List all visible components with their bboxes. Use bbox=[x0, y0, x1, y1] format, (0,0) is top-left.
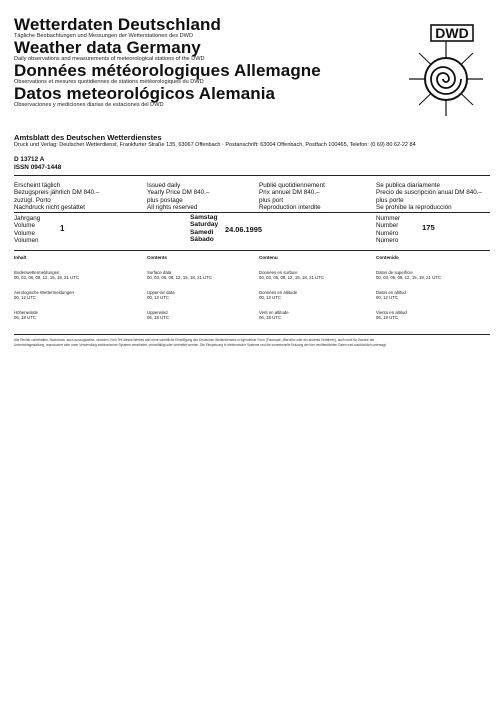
contents-item-times: 00, 12 UTC bbox=[259, 295, 281, 301]
contents-item-times: 00, 03, 06, 09, 12, 15, 18, 21 UTC bbox=[376, 275, 441, 281]
contents-item-times: 06, 18 UTC bbox=[259, 315, 281, 321]
contents-item bbox=[147, 310, 169, 320]
contents-item bbox=[14, 290, 74, 300]
contents-item-title: Upper-air data bbox=[147, 290, 175, 295]
number-label: Número bbox=[376, 237, 399, 245]
contents-item bbox=[147, 270, 212, 280]
title-en: Weather data Germany bbox=[14, 38, 201, 57]
contents-item-title: Datos en altitud bbox=[376, 290, 406, 295]
number-label: Number bbox=[376, 222, 399, 230]
pubinfo-col-es bbox=[376, 182, 482, 212]
contents-item bbox=[147, 290, 174, 300]
volume-labels bbox=[14, 215, 40, 245]
title-de: Wetterdaten Deutschland bbox=[14, 15, 221, 34]
contents-item bbox=[376, 310, 407, 320]
volume-value: 1 bbox=[60, 224, 65, 233]
weekday: Samstag bbox=[190, 214, 218, 221]
contents-item-title: Surface data bbox=[147, 270, 172, 275]
legal-line: Alle Rechte vorbehalten. Nachdruck, auch auszugsweise, verboten. Kein Teil dieses Werkes darf ohne schriftliche Einwilligung des Deutschen Wetterdienstes in irgendeiner Form (Fotokopie, Mikrofilm oder ein anderes Verfahren), auch nicht für Zwecke der bbox=[14, 338, 375, 342]
legal-notice bbox=[14, 338, 490, 347]
weekday: Saturday bbox=[190, 221, 219, 229]
title-fr: Données météorologiques Allemagne bbox=[14, 61, 321, 80]
contents-item-title: Données en altitude bbox=[259, 290, 298, 295]
pubinfo-line: Nachdruck nicht gestattet bbox=[14, 204, 86, 212]
subtitle-de: Tägliche Beobachtungen und Messungen der Wetterstationen des DWD bbox=[14, 33, 194, 39]
pubinfo-line: Erscheint täglich bbox=[14, 182, 61, 189]
contents-item bbox=[14, 270, 79, 280]
contents-item-title: Vent en altitude bbox=[259, 310, 289, 315]
number-label: Nummer bbox=[376, 215, 401, 222]
divider-bottom bbox=[14, 334, 490, 335]
title-es: Datos meteorológicos Alemania bbox=[14, 84, 276, 103]
contents-item bbox=[259, 270, 324, 280]
pubinfo-line: plus porte bbox=[376, 196, 404, 204]
contents-header-en: Contents bbox=[147, 255, 167, 260]
contents-item-title: Aerologische Wettermeldungen bbox=[14, 290, 74, 295]
divider-contents bbox=[14, 250, 490, 251]
legal-line: Unterrichtsgestaltung, reproduziert oder unter Verwendung elektronischer Systeme verarbeitet, vervielfältigt oder verbreitet werden. Die Einspeisung in elektronische Systeme und die kommerzielle Nutzung der hier veröffentlichten Daten weil ausdrücklich untersagt. bbox=[14, 342, 387, 347]
contents-item-times: 06, 18 UTC bbox=[376, 315, 398, 321]
pubinfo-line: Precio de suscripción anual DM 840.– bbox=[376, 189, 483, 197]
contents-item-times: 00, 03, 06, 09, 12, 15, 18, 21 UTC bbox=[259, 275, 324, 281]
pubinfo-line: Prix annuel DM 840.– bbox=[259, 189, 320, 197]
divider-top bbox=[14, 175, 490, 176]
publication-code: D 13712 A bbox=[14, 156, 45, 163]
divider-mid bbox=[14, 212, 490, 213]
contents-item bbox=[14, 310, 38, 320]
pubinfo-line: plus postage bbox=[147, 196, 183, 204]
pubinfo-col-de bbox=[14, 182, 99, 212]
pubinfo-line: Publié quotidiennement bbox=[259, 182, 325, 189]
issue-date: 24.06.1995 bbox=[225, 225, 262, 234]
publisher-title: Amtsblatt des Deutschen Wetterdienstes bbox=[14, 133, 162, 142]
volume-label: Volume bbox=[14, 229, 36, 237]
issue-number: 175 bbox=[422, 223, 435, 232]
contents-item bbox=[259, 310, 289, 320]
contents-header-fr: Contenu bbox=[259, 255, 278, 260]
weekday: Samedi bbox=[190, 228, 214, 236]
contents-item bbox=[259, 290, 297, 300]
pubinfo-line: zuzügl. Porto bbox=[14, 196, 51, 204]
pubinfo-line: Se publica diariamente bbox=[376, 182, 441, 189]
dwd-logo bbox=[405, 22, 487, 120]
contents-item-title: Upperwind bbox=[147, 310, 168, 315]
publisher-address: Druck und Verlag: Deutscher Wetterdienst, Frankfurter Straße 135, 63067 Offenbach · Postanschrift: 63004 Offenbach, Postfach 100465, Telefon: (0 69) 80 62-22 84 bbox=[14, 142, 416, 148]
contents-item-title: Höhenwinde bbox=[14, 310, 38, 315]
contents-header-de: Inhalt bbox=[14, 255, 27, 260]
pubinfo-col-fr bbox=[259, 182, 325, 212]
contents-item-title: Datos de superficie bbox=[376, 270, 413, 275]
pubinfo-col-en bbox=[147, 182, 209, 212]
contents-item-title: Viento en altitud bbox=[376, 310, 407, 315]
issn: ISSN 0947-1448 bbox=[14, 164, 62, 171]
contents-item-title: Bodenwettermeldungen bbox=[14, 270, 60, 275]
contents-item-times: 00, 03, 06, 09, 12, 15, 18, 21 UTC bbox=[147, 275, 212, 281]
contents-item bbox=[376, 290, 406, 300]
volume-label: Jahrgang bbox=[14, 215, 41, 222]
number-labels bbox=[376, 215, 400, 245]
contents-item-times: 00, 12 UTC bbox=[147, 295, 169, 301]
dwd-logo-text: DWD bbox=[435, 25, 469, 41]
number-label: Numéro bbox=[376, 229, 399, 237]
contents-header-es: Contenido bbox=[376, 255, 399, 260]
contents-item-title: Données en surface bbox=[259, 270, 298, 275]
weekday: Sábado bbox=[190, 236, 214, 244]
contents-item-times: 06, 18 UTC bbox=[14, 315, 36, 321]
title-block bbox=[14, 17, 384, 109]
pubinfo-line: Bezugspreis jährlich DM 840.– bbox=[14, 189, 100, 197]
weekday-names bbox=[190, 214, 218, 244]
pubinfo-line: Yearly Price DM 840.– bbox=[147, 189, 210, 197]
pubinfo-line: plus port bbox=[259, 196, 284, 204]
pubinfo-line: All rights reserved bbox=[147, 204, 198, 212]
contents-item-times: 00, 12 UTC bbox=[14, 295, 36, 301]
pubinfo-line: Reproduction interdite bbox=[259, 204, 321, 212]
volume-label: Volumen bbox=[14, 237, 39, 245]
contents-item-times: 00, 03, 06, 09, 12, 15, 18, 21 UTC bbox=[14, 275, 79, 281]
subtitle-en: Daily observations and measurements of meteorological stations of the DWD bbox=[14, 56, 205, 62]
contents-item-times: 00, 12 UTC bbox=[376, 295, 398, 301]
subtitle-es: Observaciones y mediciones diarias de estaciones del DWD bbox=[14, 102, 164, 108]
pubinfo-line: Issued daily bbox=[147, 182, 181, 189]
subtitle-fr: Observations et mesures quotidiennes de stations météorologiques du DWD bbox=[14, 79, 204, 85]
contents-item-times: 06, 18 UTC bbox=[147, 315, 169, 321]
contents-item bbox=[376, 270, 441, 280]
volume-label: Volume bbox=[14, 222, 36, 230]
pubinfo-line: Se prohíbe la reproducción bbox=[376, 204, 452, 212]
